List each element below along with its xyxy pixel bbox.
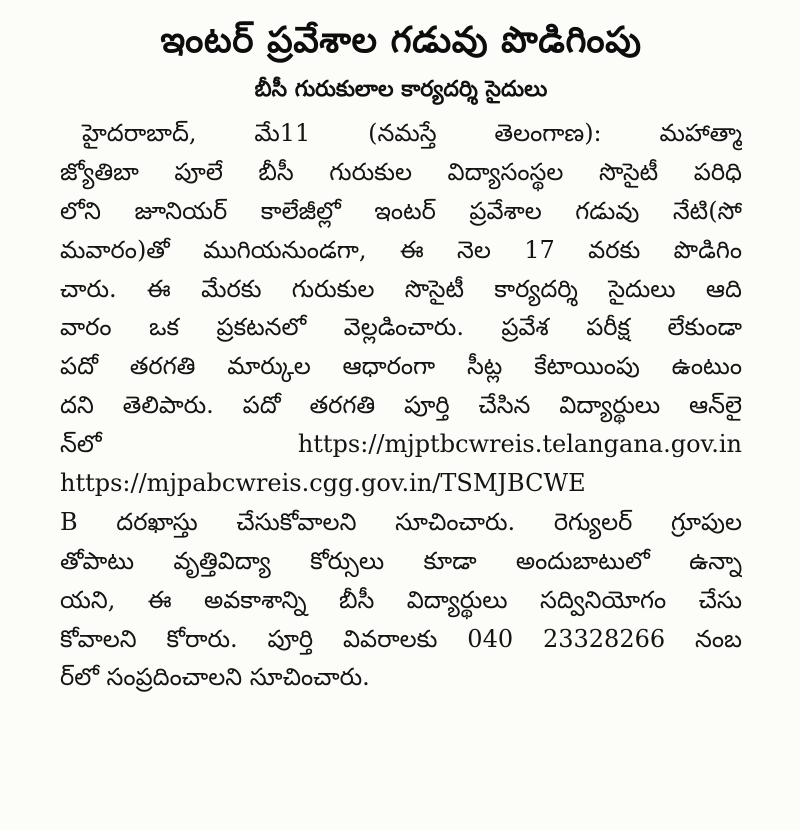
body-line-url-2: https://mjpabcwreis.cgg.gov.in/TSMJBCWE — [60, 469, 586, 498]
body-line: ర్‌లో సంప్రదించాలని సూచించారు. — [60, 663, 370, 692]
body-line: B దరఖాస్తు చేసుకోవాలని సూచించారు. రెగ్యులర్ గ్రూపుల — [60, 507, 742, 536]
body-line: హైదరాబాద్, మే11 (నమస్తే తెలంగాణ): మహాత్మా — [82, 119, 742, 147]
body-line-url-1: న్‌లో https://mjptbcwreis.telangana.gov.in — [60, 430, 742, 459]
body-line: వారం ఒక ప్రకటనలో వెల్లడించారు. ప్రవేశ పరీక్ష లేకుండా — [60, 313, 742, 342]
body-line: తోపాటు వృత్తివిద్యా కోర్సులు కూడా అందుబాటులో ఉన్నా — [60, 546, 742, 575]
body-line-phone: కోవాలని కోరారు. పూర్తి వివరాలకు 040 23328266 నంబ — [60, 624, 742, 653]
headline: ఇంటర్ ప్రవేశాల గడువు పొడిగింపు — [160, 20, 642, 61]
body-line: యని, ఈ అవకాశాన్ని బీసీ విద్యార్థులు సద్వినియోగం చేసు — [60, 585, 742, 614]
subheadline: బీసీ గురుకులాల కార్యదర్శి సైదులు — [254, 77, 548, 102]
body-line: పదో తరగతి మార్కుల ఆధారంగా సీట్ల కేటాయింపు ఉంటుం — [60, 352, 742, 381]
body-line: జ్యోతిబా పూలే బీసీ గురుకుల విద్యాసంస్థల సొసైటీ పరిధి — [60, 157, 742, 186]
body-line: లోని జూనియర్ కాలేజీల్లో ఇంటర్ ప్రవేశాల గడువు నేటి(సో — [60, 196, 742, 225]
body-line: దని తెలిపారు. పదో తరగతి పూర్తి చేసిన విద్యార్థులు ఆన్‌లై — [60, 391, 742, 420]
body-line: మవారం)తో ముగియనుండగా, ఈ నెల 17 వరకు పొడిగిం — [60, 235, 742, 264]
body-line: చారు. ఈ మేరకు గురుకుల సొసైటీ కార్యదర్శి సైదులు ఆది — [60, 274, 742, 303]
article-body — [60, 114, 742, 697]
